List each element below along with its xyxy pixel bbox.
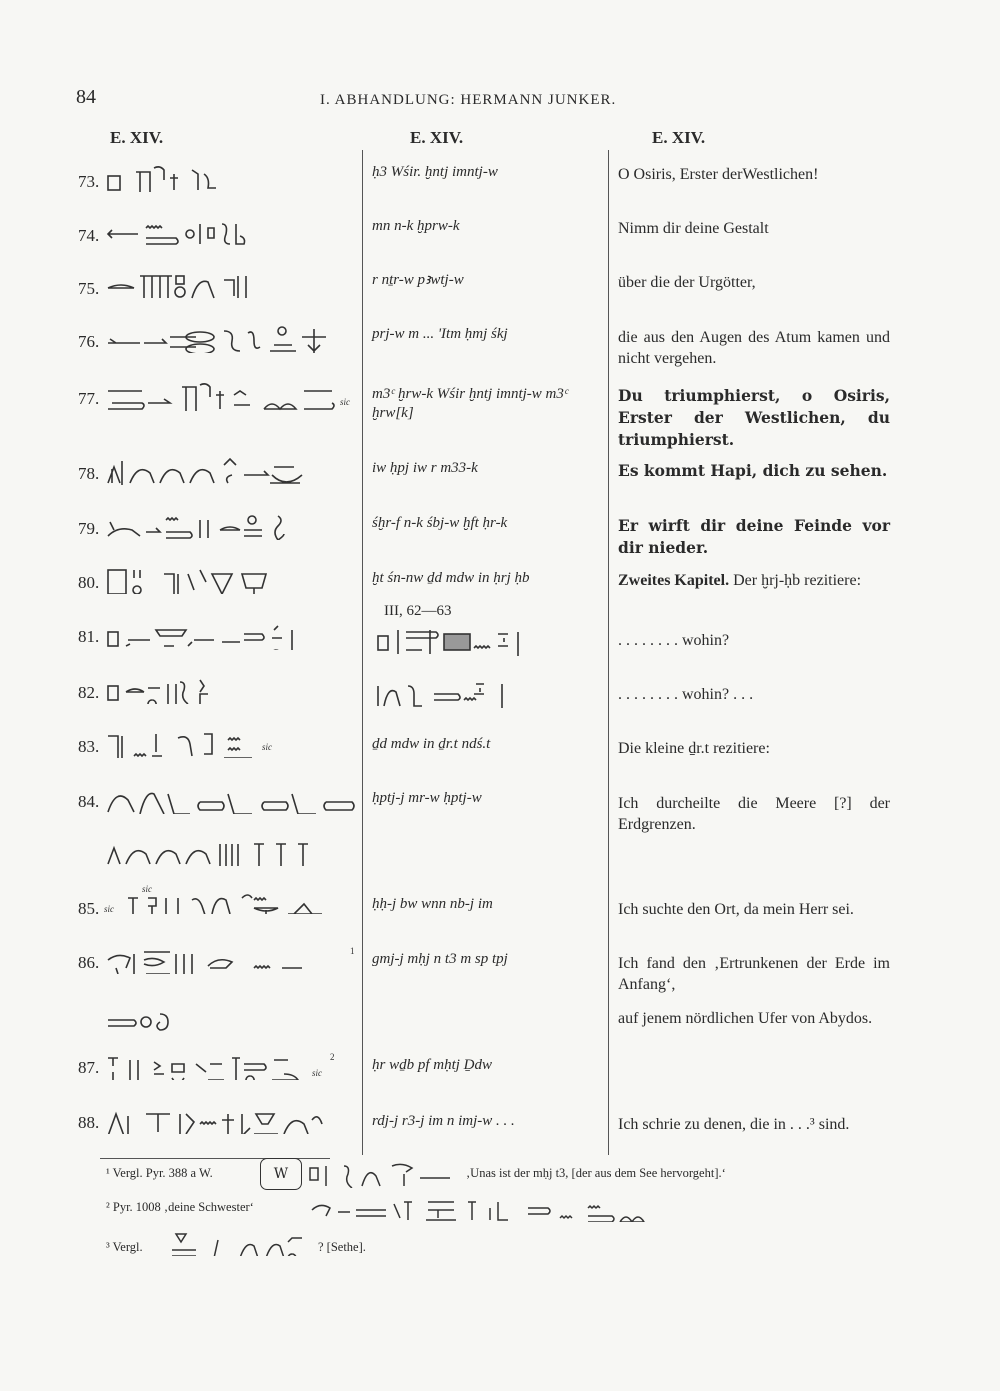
translation-line: Es kommt Hapi, dich zu sehen. xyxy=(618,461,888,480)
sic-marker: sic xyxy=(142,884,152,894)
transliteration-line: m3ᶜ ḫrw-k Wśir ḫntj imntj-w m3ᶜ ḫrw[k] xyxy=(372,386,568,421)
transliteration-line: mn n-k ḫprw-k xyxy=(372,218,460,234)
row-number: 84. xyxy=(78,792,100,811)
hieroglyph-line xyxy=(104,381,364,411)
translation-line: auf jenem nördlichen Ufer von Abydos. xyxy=(618,1010,873,1027)
sic-marker: sic xyxy=(312,1068,322,1078)
translation-line: Die kleine ḏr.t rezitiere: xyxy=(618,740,770,757)
hieroglyph-line xyxy=(104,674,254,704)
translation-line xyxy=(618,570,890,591)
translation-line: Ich suchte den Ort, da mein Herr sei. xyxy=(618,901,854,918)
transliteration-line: ḥ3 Wśir. ḫntj imntj-w xyxy=(372,164,498,180)
hieroglyph-line xyxy=(104,728,324,758)
hieroglyph-line xyxy=(104,218,274,248)
page-number: 84 xyxy=(76,86,96,108)
transliteration-line: ḥr wḏb pf mḥtj Ḏdw xyxy=(372,1057,493,1073)
footnote-3-lead: ³ Vergl. xyxy=(106,1240,143,1254)
row-number: 82. xyxy=(78,683,100,702)
transliteration-line: ḫt śn-nw ḏd mdw in ḥrj ḥb xyxy=(372,570,530,586)
hieroglyph-line xyxy=(104,1050,354,1080)
row-number: 77. xyxy=(78,389,100,408)
transliteration-line: rdj-j r3-j im n imj-w . . . xyxy=(372,1113,515,1129)
hieroglyph-line xyxy=(304,1160,464,1188)
transliteration-line: śḫr-f n-k śbj-w ḫft ḥr-k xyxy=(372,515,508,531)
hieroglyph-line xyxy=(104,1004,224,1034)
transliteration-line: ḥḥ-j bw wnn nb-j im xyxy=(372,896,493,912)
translation-line: die aus den Augen des Atum kamen und nicht vergehen. xyxy=(618,329,890,367)
hieroglyph-line xyxy=(104,944,364,974)
running-title: I. ABHANDLUNG: HERMANN JUNKER. xyxy=(320,92,617,108)
translation-line: . . . . . . . . wohin? . . . xyxy=(618,686,754,703)
translation-line: Er wirft dir deine Feinde vor dir nieder. xyxy=(618,516,890,557)
transliteration-line: iw ḥpj iw r m33-k xyxy=(372,460,478,476)
sic-marker: sic xyxy=(340,397,350,407)
transliteration-line: r nṯr-w pꜣwtj-w xyxy=(372,272,464,288)
footnote-boxed-w: W xyxy=(260,1158,302,1190)
hieroglyph-line xyxy=(374,676,544,716)
hieroglyph-line xyxy=(308,1194,718,1222)
transliteration-line: prj-w m ... 'Itm ḥmj śkj xyxy=(372,326,508,342)
row-number: 75. xyxy=(78,279,100,298)
hieroglyph-line xyxy=(104,884,334,914)
hieroglyph-line xyxy=(168,1228,318,1256)
hieroglyph-line xyxy=(104,323,354,353)
column-header-hieroglyphs: E. XIV. xyxy=(110,128,164,147)
translation-line: . . . . . . . . wohin? xyxy=(618,632,730,649)
row-number: 87. xyxy=(78,1058,100,1077)
footnote-1-lead: ¹ Vergl. Pyr. 388 a W. xyxy=(106,1166,213,1180)
hieroglyph-line xyxy=(104,164,254,194)
row-number: 86. xyxy=(78,953,100,972)
transliteration-line: ḥptj-j mr-w ḥptj-w xyxy=(372,790,482,806)
row-number: 83. xyxy=(78,737,100,756)
transliteration-line: ḏd mdw in ḏr.t ndś.t xyxy=(372,736,491,752)
translation-line: Ich durcheilte die Meere [?] der Erdgrenzen. xyxy=(618,795,890,833)
hieroglyph-line xyxy=(104,564,304,594)
row-number: 76. xyxy=(78,332,100,351)
hieroglyph-line xyxy=(374,624,544,664)
row-number: 81. xyxy=(78,627,100,646)
column-divider xyxy=(362,150,363,1155)
row-number: 88. xyxy=(78,1113,100,1132)
hieroglyph-line xyxy=(104,455,334,485)
hieroglyph-line xyxy=(104,510,354,540)
row-number: 73. xyxy=(78,172,100,191)
column-header-transliteration: E. XIV. xyxy=(410,128,464,147)
footnote-1-text: ‚Unas ist der mḥj t3, [der aus dem See hervorgeht].‘ xyxy=(466,1166,726,1180)
row-number: 74. xyxy=(78,226,100,245)
footnote-2-lead: ² Pyr. 1008 ‚deine Schwester‘ xyxy=(106,1200,254,1214)
chapter-heading: Zweites Kapitel. xyxy=(618,572,730,589)
row-number: 85. xyxy=(78,899,100,918)
row-number: 78. xyxy=(78,464,100,483)
column-header-translation: E. XIV. xyxy=(652,128,706,147)
footnote-3-text: ? [Sethe]. xyxy=(318,1240,366,1254)
hieroglyph-line xyxy=(104,270,274,300)
translation-line: Nimm dir deine Gestalt xyxy=(618,220,769,237)
source-reference: III, 62—63 xyxy=(384,603,452,619)
translation-text: Der ḫrj-ḥb rezitiere: xyxy=(733,572,862,589)
footnote-marker: 1 xyxy=(350,946,355,956)
translation-line: Ich schrie zu denen, die in . . .³ sind. xyxy=(618,1116,850,1133)
hieroglyph-line xyxy=(104,836,324,866)
row-number: 80. xyxy=(78,573,100,592)
sic-marker: sic xyxy=(262,742,272,752)
transliteration-line: gmj-j mḥj n t3 m sp tpj xyxy=(372,951,508,967)
footnote-marker: 2 xyxy=(330,1052,335,1062)
hieroglyph-line xyxy=(104,784,364,814)
translation-line: über die der Urgötter, xyxy=(618,274,756,291)
hieroglyph-line xyxy=(104,1104,354,1134)
row-number: 79. xyxy=(78,519,100,538)
hieroglyph-line xyxy=(104,620,324,650)
translation-line: O Osiris, Erster derWestlichen! xyxy=(618,166,819,183)
sic-marker: sic xyxy=(104,904,114,914)
translation-line: Du triumphierst, o Osiris, Erster der Westlichen, du triumphierst. xyxy=(618,386,890,449)
column-divider xyxy=(608,150,609,1155)
translation-line: Ich fand den ‚Ertrunkenen der Erde im Anfang‘, xyxy=(618,955,890,993)
